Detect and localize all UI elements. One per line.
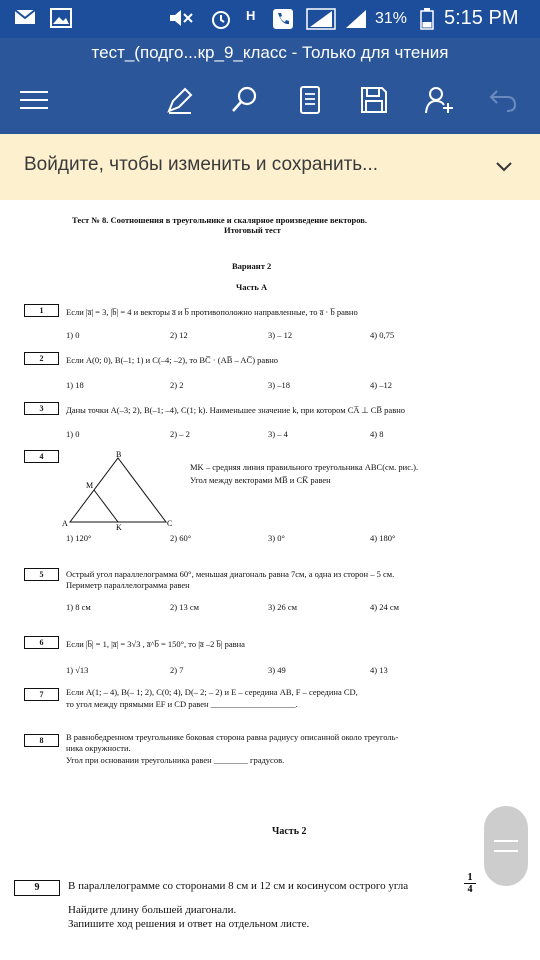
chevron-down-icon[interactable] <box>494 156 514 181</box>
alarm-icon <box>210 8 232 35</box>
doc-subtitle: Итоговый тест <box>224 225 281 235</box>
battery-icon <box>420 8 434 35</box>
question-text: Найдите длину большей диагонали. <box>68 904 237 916</box>
scroll-grip-line <box>494 840 518 842</box>
answer-option: 3) 0° <box>268 533 285 543</box>
question-text: Угол между векторами MB̅ и CK̅ равен <box>190 475 331 485</box>
vertex-label-k: K <box>116 523 122 530</box>
question-number: 8 <box>24 734 59 747</box>
toolbar <box>0 68 540 134</box>
answer-option: 1) √13 <box>66 665 89 675</box>
vertex-label-m: M <box>86 481 94 490</box>
mute-icon <box>168 8 194 33</box>
fraction-denominator: 4 <box>467 884 473 895</box>
question-text: Острый угол параллелограмма 60°, меньшая диагональ равна 7см, а одна из сторон – 5 см. <box>66 569 395 579</box>
answer-option: 1) 8 см <box>66 602 91 612</box>
question-text: Запишите ход решения и ответ на отдельном листе. <box>68 918 310 930</box>
reading-view-icon[interactable] <box>292 82 328 118</box>
question-text: В параллелограмме со сторонами 8 см и 12 см и косинусом острого угла <box>68 880 409 892</box>
question-number: 4 <box>24 450 59 463</box>
answer-option: 3) – 12 <box>268 330 293 340</box>
signal-icon <box>306 8 336 35</box>
answer-option: 2) 12 <box>170 330 188 340</box>
vertex-label-c: C <box>167 519 173 528</box>
status-bar <box>0 0 540 38</box>
answer-option: 2) 60° <box>170 533 192 543</box>
part-a-heading: Часть А <box>236 282 268 292</box>
question-text: Если A(1; – 4), B(– 1; 2), C(0; 4), D(– 2; – 2) и E – середина AB, F – середина CD, <box>66 687 358 697</box>
sign-in-banner-text: Войдите, чтобы изменить и сохранить... <box>24 154 379 175</box>
answer-option: 1) 18 <box>66 380 84 390</box>
question-number: 1 <box>24 304 59 317</box>
search-icon[interactable] <box>226 82 262 118</box>
answer-option: 1) 0 <box>66 330 80 340</box>
pen-icon[interactable] <box>162 82 198 118</box>
scroll-grip-line <box>494 850 518 852</box>
question-text: MK – средняя линия правильного треугольника ABC(см. рис.). <box>190 462 419 472</box>
answer-option: 4) 180° <box>370 533 396 543</box>
doc-title: Тест № 8. Соотношения в треугольнике и скалярное произведение векторов. <box>72 215 368 225</box>
vertex-label-b: B <box>116 450 122 459</box>
gallery-icon <box>50 8 72 33</box>
question-text: Угол при основании треугольника равен ________ градусов. <box>66 755 285 765</box>
answer-option: 1) 0 <box>66 429 80 439</box>
answer-option: 3) – 4 <box>268 429 288 439</box>
question-number: 9 <box>14 880 60 896</box>
call-icon <box>272 8 294 35</box>
fraction-numerator: 1 <box>464 872 476 884</box>
hplus-icon: H <box>246 8 256 23</box>
vertex-label-a: A <box>62 519 68 528</box>
fraction <box>464 872 476 895</box>
question-text: В равнобедренном треугольнике боковая сторона равна радиусу описанной около треуголь- <box>66 732 399 742</box>
signal-icon-2 <box>344 8 368 35</box>
part-2-heading: Часть 2 <box>272 826 307 837</box>
question-text: Если |a̅| = 3, |b̅| = 4 и векторы a̅ и b̅ противоположно направленные, то a̅ · b̅ равно <box>66 307 358 317</box>
share-person-icon[interactable] <box>422 82 458 118</box>
answer-option: 4) –12 <box>370 380 392 390</box>
answer-option: 2) 13 см <box>170 602 199 612</box>
answer-option: 2) 2 <box>170 380 184 390</box>
question-text: ника окружности. <box>66 743 131 753</box>
answer-option: 3) 26 см <box>268 602 297 612</box>
sign-in-banner[interactable] <box>0 134 540 201</box>
undo-icon[interactable] <box>486 82 522 118</box>
document-page[interactable] <box>0 200 540 960</box>
menu-icon[interactable] <box>16 82 52 118</box>
question-number: 2 <box>24 352 59 365</box>
question-text: Периметр параллелограмма равен <box>66 580 190 590</box>
question-number: 6 <box>24 636 59 649</box>
answer-option: 2) 7 <box>170 665 184 675</box>
question-text: Даны точки A(–3; 2), B(–1; –4), C(1; k). Наименьшее значение k, при котором CA̅ ⊥ CB̅ равно <box>66 405 406 415</box>
question-text: Если |b̅| = 1, |a̅| = 3√3 , a̅^b̅ = 150°, то |a̅ –2 b̅| равна <box>66 639 245 649</box>
question-number: 3 <box>24 402 59 415</box>
answer-option: 2) – 2 <box>170 429 190 439</box>
answer-option: 4) 8 <box>370 429 384 439</box>
answer-option: 3) –18 <box>268 380 290 390</box>
answer-option: 4) 13 <box>370 665 388 675</box>
save-icon[interactable] <box>356 82 392 118</box>
battery-percent: 31% <box>375 10 408 27</box>
question-text: то угол между прямыми EF и CD равен ____________________. <box>66 699 298 709</box>
clock-time: 5:15 PM <box>444 7 519 29</box>
document-title: тест_(подго...кр_9_класс - Только для чтения <box>0 38 540 68</box>
triangle-figure <box>60 450 180 530</box>
answer-option: 1) 120° <box>66 533 92 543</box>
answer-option: 3) 49 <box>268 665 286 675</box>
answer-option: 4) 24 см <box>370 602 399 612</box>
answer-option: 4) 0,75 <box>370 330 395 340</box>
question-number: 5 <box>24 568 59 581</box>
question-text: Если A(0; 0), B(–1; 1) и C(–4; –2), то BC̅ · (AB̅ – AC̅) равно <box>66 355 279 365</box>
variant-heading: Вариант 2 <box>232 261 272 271</box>
question-number: 7 <box>24 688 59 701</box>
mail-icon <box>14 8 36 31</box>
scroll-thumb[interactable] <box>484 806 528 886</box>
